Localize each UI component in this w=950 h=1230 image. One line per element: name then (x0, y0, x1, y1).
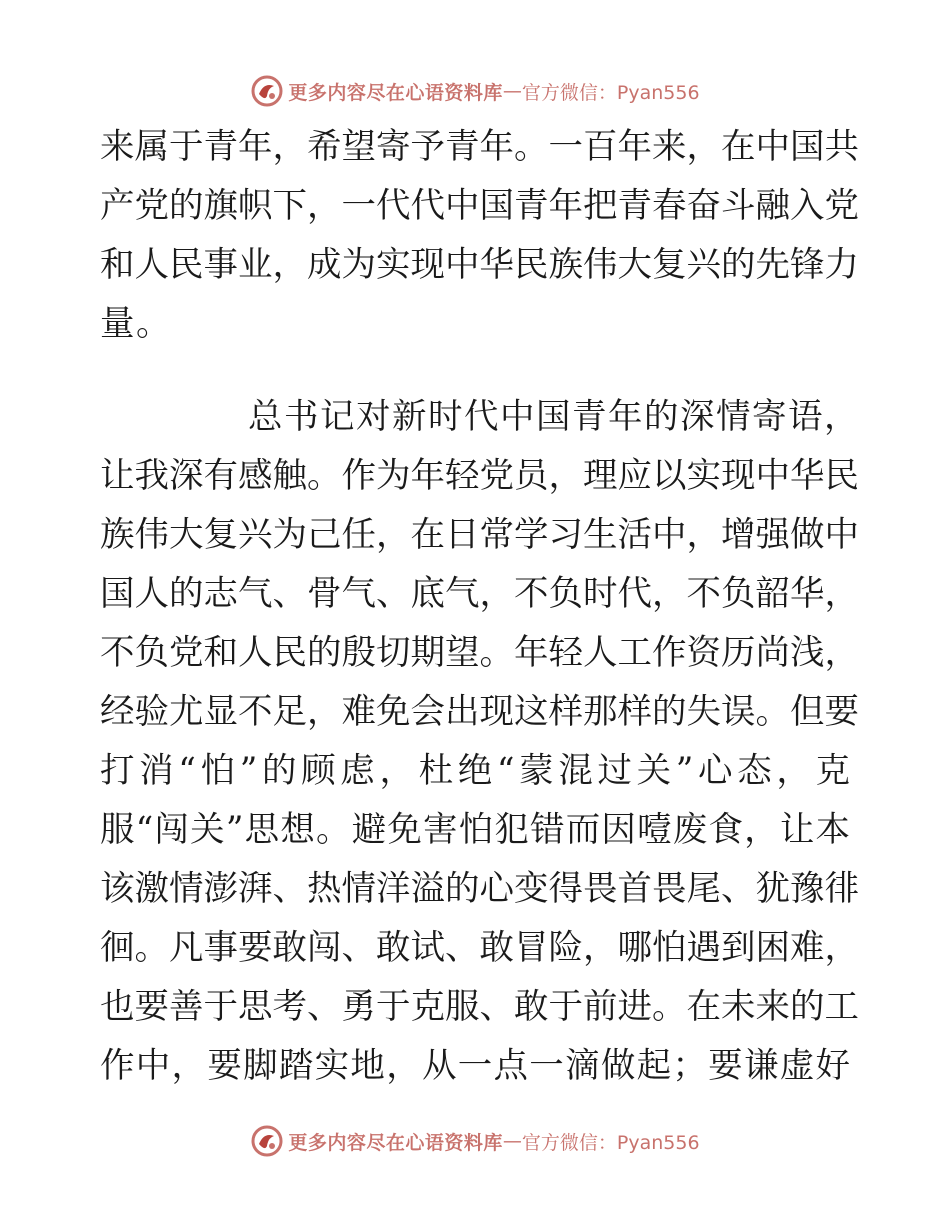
text-line: 不负党和人民的殷切期望。年轻人工作资历尚浅， (100, 633, 859, 673)
text-line: 产党的旗帜下，一代代中国青年把青春奋斗融入党 (100, 186, 859, 226)
text-line: 族伟大复兴为己任，在日常学习生活中，增强做中 (100, 515, 859, 555)
text-line: 让我深有感触。作为年轻党员，理应以实现中华民 (100, 456, 859, 496)
red-swirl-logo-icon (250, 74, 284, 108)
text-line: 国人的志气、骨气、底气，不负时代，不负韶华， (100, 574, 859, 614)
text-line: 作中，要脚踏实地，从一点一滴做起；要谦虚好 (100, 1046, 850, 1086)
text-line: 量。 (100, 304, 172, 344)
paragraph-2 (100, 388, 860, 1096)
text-line: 经验尤显不足，难免会出现这样那样的失误。但要 (100, 692, 859, 732)
document-body (100, 118, 860, 1096)
red-swirl-logo-icon (250, 1124, 284, 1158)
watermark-separator: — (502, 1130, 522, 1152)
text-line: 打消“怕”的顾虑，杜绝“蒙混过关”心态，克 (100, 751, 850, 791)
footer-watermark (0, 1121, 950, 1161)
paragraph-spacer (100, 354, 850, 388)
text-line: 来属于青年，希望寄予青年。一百年来，在中国共 (100, 127, 859, 167)
watermark-brand-text: 更多内容尽在心语资料库 (288, 81, 503, 104)
text-line: 总书记对新时代中国青年的深情寄语， (248, 397, 860, 437)
header-watermark (0, 71, 950, 111)
text-line: 徊。凡事要敢闯、敢试、敢冒险，哪怕遇到困难， (100, 928, 859, 968)
text-line: 服“闯关”思想。避免害怕犯错而因噎废食，让本 (100, 810, 850, 850)
text-line: 也要善于思考、勇于克服、敢于前进。在未来的工 (100, 987, 859, 1027)
text-line: 和人民事业，成为实现中华民族伟大复兴的先锋力 (100, 245, 859, 285)
watermark-contact-text: 官方微信：Pyan556 (521, 1131, 700, 1154)
paragraph-1 (100, 118, 859, 354)
watermark-separator: — (502, 80, 522, 102)
text-line: 该激情澎湃、热情洋溢的心变得畏首畏尾、犹豫徘 (100, 869, 859, 909)
watermark-brand-text: 更多内容尽在心语资料库 (288, 1131, 503, 1154)
watermark-contact-text: 官方微信：Pyan556 (521, 81, 700, 104)
